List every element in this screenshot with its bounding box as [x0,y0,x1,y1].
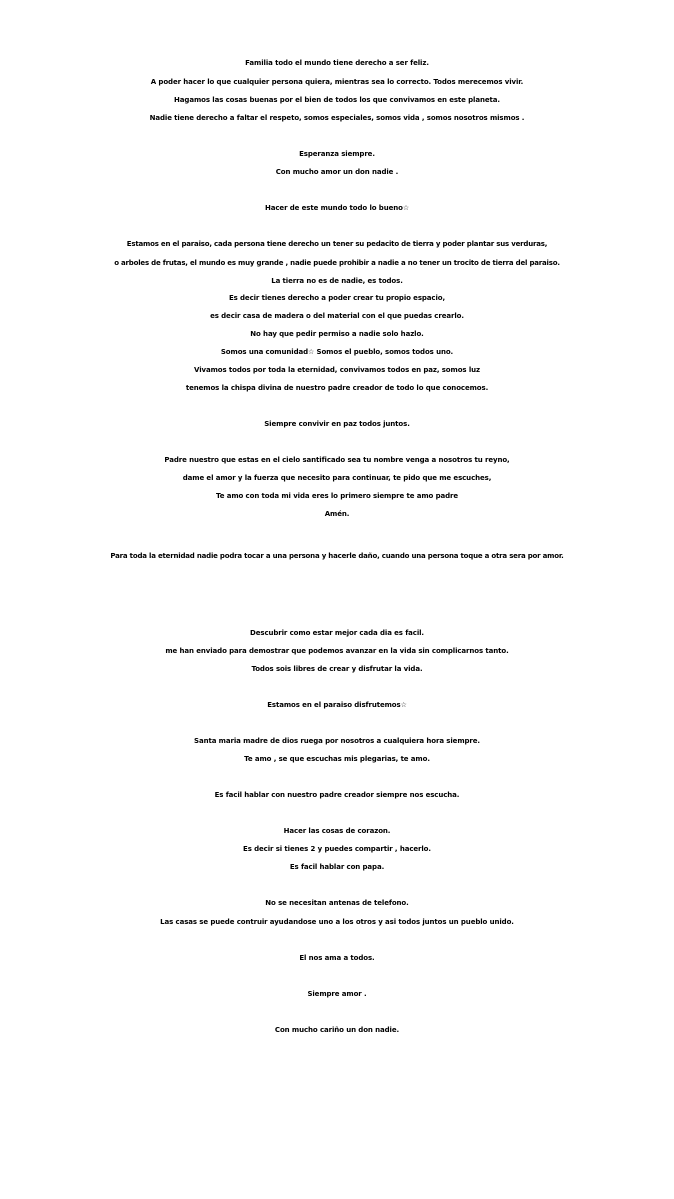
text-line: me han enviado para demostrar que podemos avanzar en la vida sin complicarnos tanto. [165,647,509,655]
text-line: Es facil hablar con nuestro padre creador siempre nos escucha. [214,791,460,799]
text-line: Es decir tienes derecho a poder crear tu propio espacio, [228,294,446,302]
text-line: Santa maria madre de dios ruega por nosotros a cualquiera hora siempre. [194,737,480,745]
text-line: Somos una comunidad☆ Somos el pueblo, somos todos uno. [220,348,454,356]
text-line: Padre nuestro que estas en el cielo santificado sea tu nombre venga a nosotros tu reyno, [164,456,510,464]
text-line: Familia todo el mundo tiene derecho a ser feliz. [245,59,429,67]
text-line: El nos ama a todos. [299,954,375,962]
text-line: Hacer las cosas de corazon. [283,827,391,835]
text-line: Es facil hablar con papa. [289,863,385,871]
text-line: es decir casa de madera o del material con el que puedas crearlo. [210,312,464,320]
text-line: Para toda la eternidad nadie podra tocar a una persona y hacerle daño, cuando una persona toque a otra sera por amor. [110,552,564,560]
text-line: A poder hacer lo que cualquier persona quiera, mientras sea lo correcto. Todos merecemos vivir. [150,78,524,86]
text-line: No hay que pedir permiso a nadie solo hazlo. [250,330,424,338]
text-line: Las casas se puede contruir ayudandose uno a los otros y asi todos juntos un pueblo unido. [160,918,514,926]
text-line: Con mucho amor un don nadie . [275,168,399,176]
text-line: Nadie tiene derecho a faltar el respeto, somos especiales, somos vida , somos nosotros mismos . [149,114,525,122]
text-line: Descubrir como estar mejor cada dia es facil. [250,629,424,637]
text-line: tenemos la chispa divina de nuestro padre creador de todo lo que conocemos. [185,384,489,392]
text-line: Vivamos todos por toda la eternidad, convivamos todos en paz, somos luz [194,366,480,374]
text-line: Con mucho cariño un don nadie. [274,1026,400,1034]
text-line: Esperanza siempre. [299,150,375,158]
text-line: Estamos en el paraiso, cada persona tiene derecho un tener su pedacito de tierra y poder plantar sus verduras, [126,240,548,248]
text-line: Es decir si tienes 2 y puedes compartir , hacerlo. [243,845,431,853]
text-line: Te amo , se que escuchas mis plegarias, te amo. [244,755,430,763]
text-line: Estamos en el paraiso disfrutemos☆ [267,701,407,709]
text-line: Te amo con toda mi vida eres lo primero siempre te amo padre [215,492,459,500]
text-line: Hagamos las cosas buenas por el bien de todos los que convivamos en este planeta. [174,96,500,104]
text-line: Todos sois libres de crear y disfrutar la vida. [251,665,423,673]
text-line: La tierra no es de nadie, es todos. [271,277,403,285]
text-line: o arboles de frutas, el mundo es muy grande , nadie puede prohibir a nadie a no tener un trocito de tierra del paraiso. [114,259,560,267]
text-line: No se necesitan antenas de telefono. [265,899,409,907]
text-line: Siempre convivir en paz todos juntos. [264,420,410,428]
text-line: Hacer de este mundo todo lo bueno☆ [265,204,409,212]
text-line: Siempre amor . [307,990,367,998]
text-line: Amén. [324,510,350,518]
text-line: dame el amor y la fuerza que necesito para continuar, te pido que me escuches, [182,474,492,482]
